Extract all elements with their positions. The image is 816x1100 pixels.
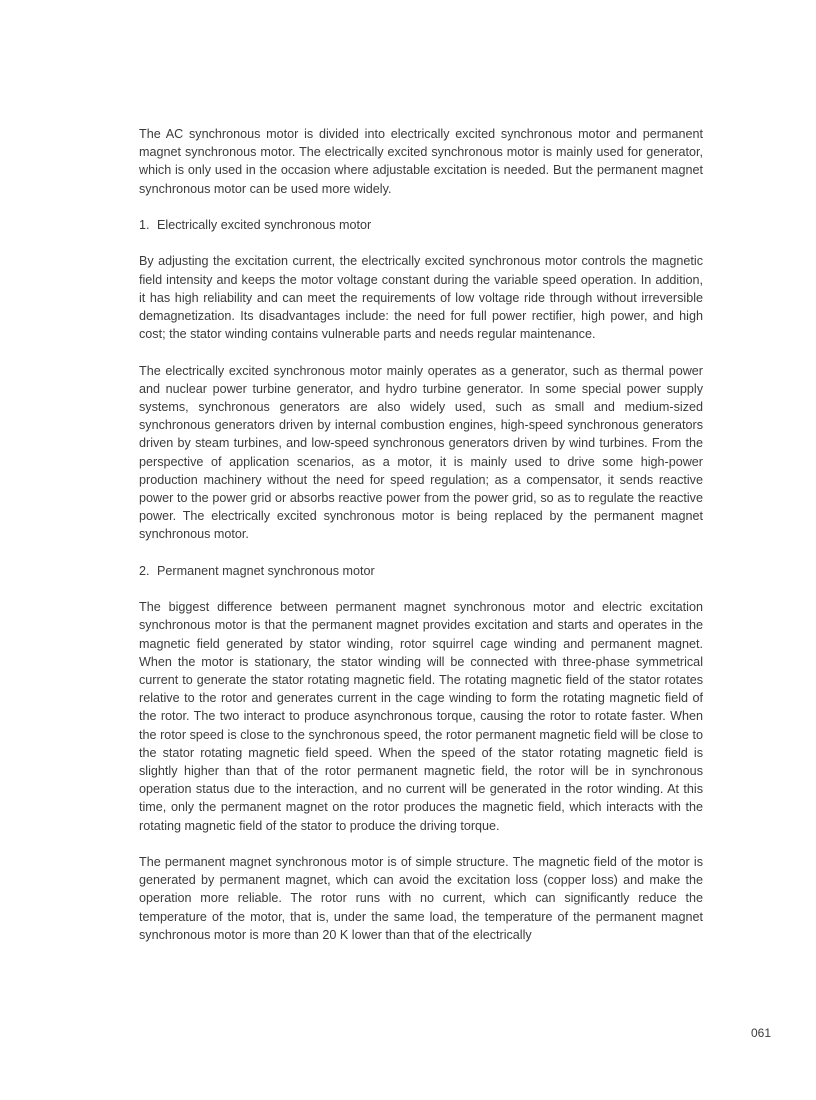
- section-1-title: Electrically excited synchronous motor: [157, 218, 372, 232]
- section-1-heading: [139, 216, 703, 234]
- section-1-number: 1.: [139, 218, 150, 232]
- section-1-paragraph-2: The electrically excited synchronous motor mainly operates as a generator, such as thermal power and nuclear power turbine generator, and hydro turbine generator. In some special power supply systems, synchronous generators are also widely used, such as small and medium-sized synchronous generators driven by internal combustion engines, high-speed synchronous generators driven by steam turbines, and low-speed synchronous generators driven by wind turbines. From the perspective of application scenarios, as a motor, it is mainly used to drive some high-power production machinery without the need for speed regulation; as a compensator, it sends reactive power to the power grid or absorbs reactive power from the power grid, so as to regulate the reactive power. The electrically excited synchronous motor is being replaced by the permanent magnet synchronous motor.: [139, 363, 703, 542]
- page-body: [139, 125, 703, 962]
- section-2-paragraph-1: The biggest difference between permanent magnet synchronous motor and electric excitation synchronous motor is that the permanent magnet provides excitation and starts and operates in the magnetic field generated by stator winding, rotor squirrel cage winding and permanent magnet. When the motor is stationary, the stator winding will be connected with three-phase symmetrical current to generate the stator rotating magnetic field. The rotating magnetic field of the stator rotates relative to the rotor and generates current in the cage winding to form the rotating magnetic field of the rotor. The two interact to produce asynchronous torque, causing the rotor to rotate faster. When the rotor speed is close to the synchronous speed, the rotor permanent magnetic field will be close to the stator rotating magnetic field speed. When the speed of the stator rotating magnetic field is slightly higher than that of the rotor permanent magnetic field, the rotor will be in synchronous operation status due to the interaction, and no current will be generated in the rotor winding. At this time, only the permanent magnet on the rotor produces the magnetic field, which interacts with the rotating magnetic field of the stator to produce the driving torque.: [139, 600, 703, 833]
- section-2-number: 2.: [139, 563, 150, 578]
- intro-paragraph: The AC synchronous motor is divided into electrically excited synchronous motor and permanent magnet synchronous motor. The electrically excited synchronous motor is mainly used for generator, which is only used in the occasion where adjustable excitation is needed. But the permanent magnet synchronous motor can be used more widely.: [139, 127, 703, 196]
- section-1-paragraph-1: By adjusting the excitation current, the electrically excited synchronous motor controls the magnetic field intensity and keeps the motor voltage constant during the variable speed operation. In addition, it has high reliability and can meet the requirements of low voltage ride through without irreversible demagnetization. Its disadvantages include: the need for full power rectifier, high power, and high cost; the stator winding contains vulnerable parts and needs regular maintenance.: [139, 254, 703, 342]
- page-number: 061: [750, 1026, 771, 1040]
- section-2-paragraph-2: The permanent magnet synchronous motor is of simple structure. The magnetic field of the motor is generated by permanent magnet, which can avoid the excitation loss (copper loss) and make the operation more reliable. The rotor runs with no current, which can significantly reduce the temperature of the motor, that is, under the same load, the temperature of the permanent magnet synchronous motor is more than 20 K lower than that of the electrically: [139, 855, 703, 942]
- section-2-heading: [139, 562, 703, 580]
- section-2-title: Permanent magnet synchronous motor: [157, 563, 375, 578]
